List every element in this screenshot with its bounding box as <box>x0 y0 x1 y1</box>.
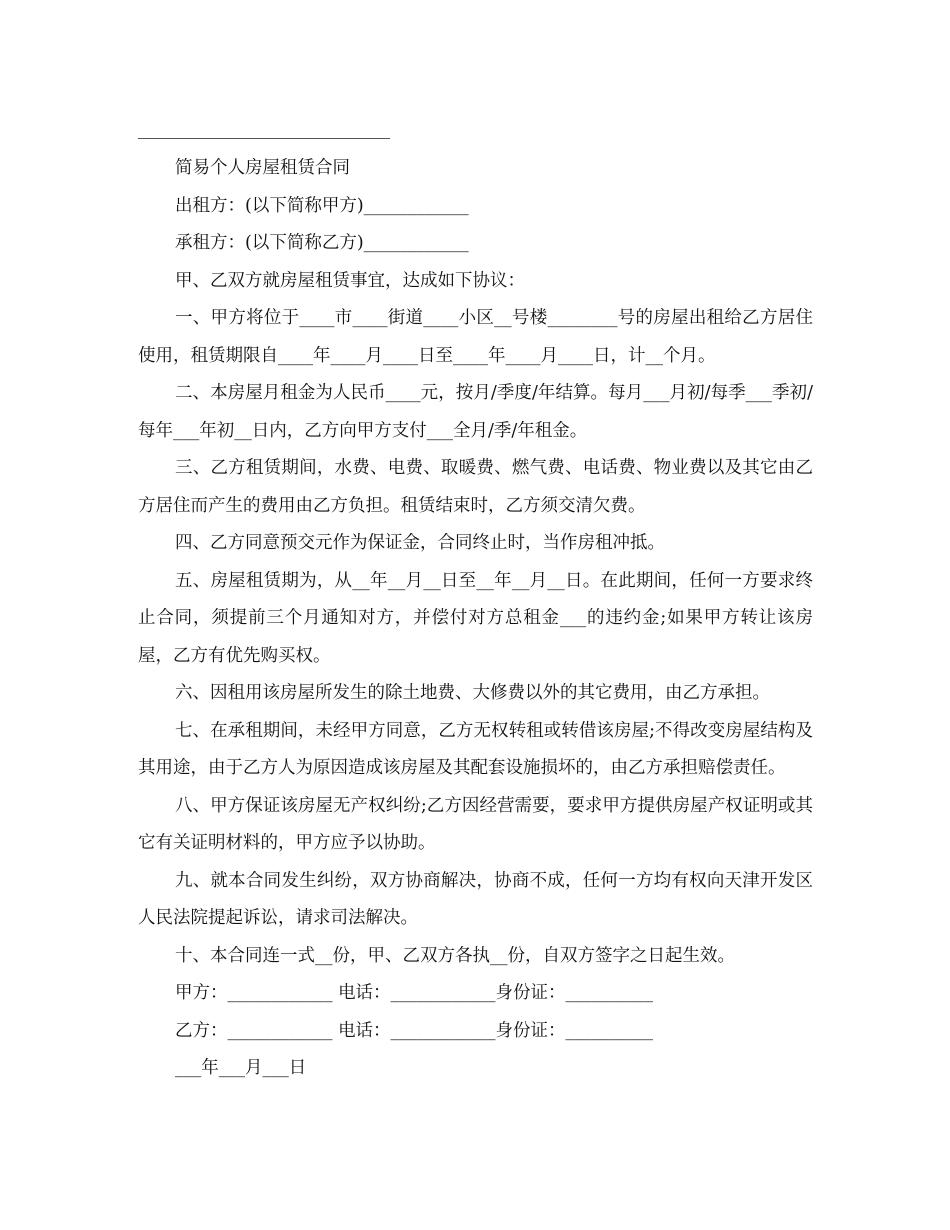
clause-7: 七、在承租期间，未经甲方同意，乙方无权转租或转借该房屋;不得改变房屋结构及其用途，由于乙方人为原因造成该房屋及其配套设施损坏的，由乙方承担赔偿责任。 <box>138 720 813 778</box>
clause-9: 九、就本合同发生纠纷，双方协商解决，协商不成，任何一方均有权向天津开发区人民法院提起诉讼，请求司法解决。 <box>138 870 813 928</box>
contract-body <box>138 150 813 1088</box>
clause-1: 一、甲方将位于____市____街道____小区__号楼________号的房屋出租给乙方居住使用，租赁期限自____年____月____日至____年____月____日，计__个月。 <box>138 308 813 366</box>
date-line: ___年___月___日 <box>175 1058 307 1078</box>
lessee-line: 承租方：(以下简称乙方)____________ <box>175 233 469 253</box>
clause-2: 二、本房屋月租金为人民币____元，按月/季度/年结算。每月___月初/每季___季初/每年___年初__日内，乙方向甲方支付___全月/季/年租金。 <box>138 383 813 441</box>
clause-5: 五、房屋租赁期为，从__年__月__日至__年__月__日。在此期间，任何一方要求终止合同，须提前三个月通知对方，并偿付对方总租金___的违约金;如果甲方转让该房屋，乙方有优先购买权。 <box>138 570 813 666</box>
intro-paragraph: 甲、乙双方就房屋租赁事宜，达成如下协议： <box>175 270 525 291</box>
lessor-line: 出租方：(以下简称甲方)____________ <box>175 195 469 216</box>
signature-party-b: 乙方：____________ 电话：____________身份证：__________ <box>175 1020 654 1041</box>
signature-party-a: 甲方：____________ 电话：____________身份证：__________ <box>175 983 654 1003</box>
clause-10: 十、本合同连一式__份，甲、乙双方各执__份，自双方签字之日起生效。 <box>175 945 735 966</box>
header-divider <box>138 138 390 139</box>
clause-6: 六、因租用该房屋所发生的除土地费、大修费以外的其它费用，由乙方承担。 <box>175 683 770 703</box>
clause-8: 八、甲方保证该房屋无产权纠纷;乙方因经营需要，要求甲方提供房屋产权证明或其它有关证明材料的，甲方应予以协助。 <box>138 795 813 853</box>
clause-3: 三、乙方租赁期间，水费、电费、取暖费、燃气费、电话费、物业费以及其它由乙方居住而产生的费用由乙方负担。租赁结束时，乙方须交清欠费。 <box>138 458 813 516</box>
document-title: 简易个人房屋租赁合同 <box>175 158 350 178</box>
clause-4: 四、乙方同意预交元作为保证金，合同终止时，当作房租冲抵。 <box>175 533 665 553</box>
